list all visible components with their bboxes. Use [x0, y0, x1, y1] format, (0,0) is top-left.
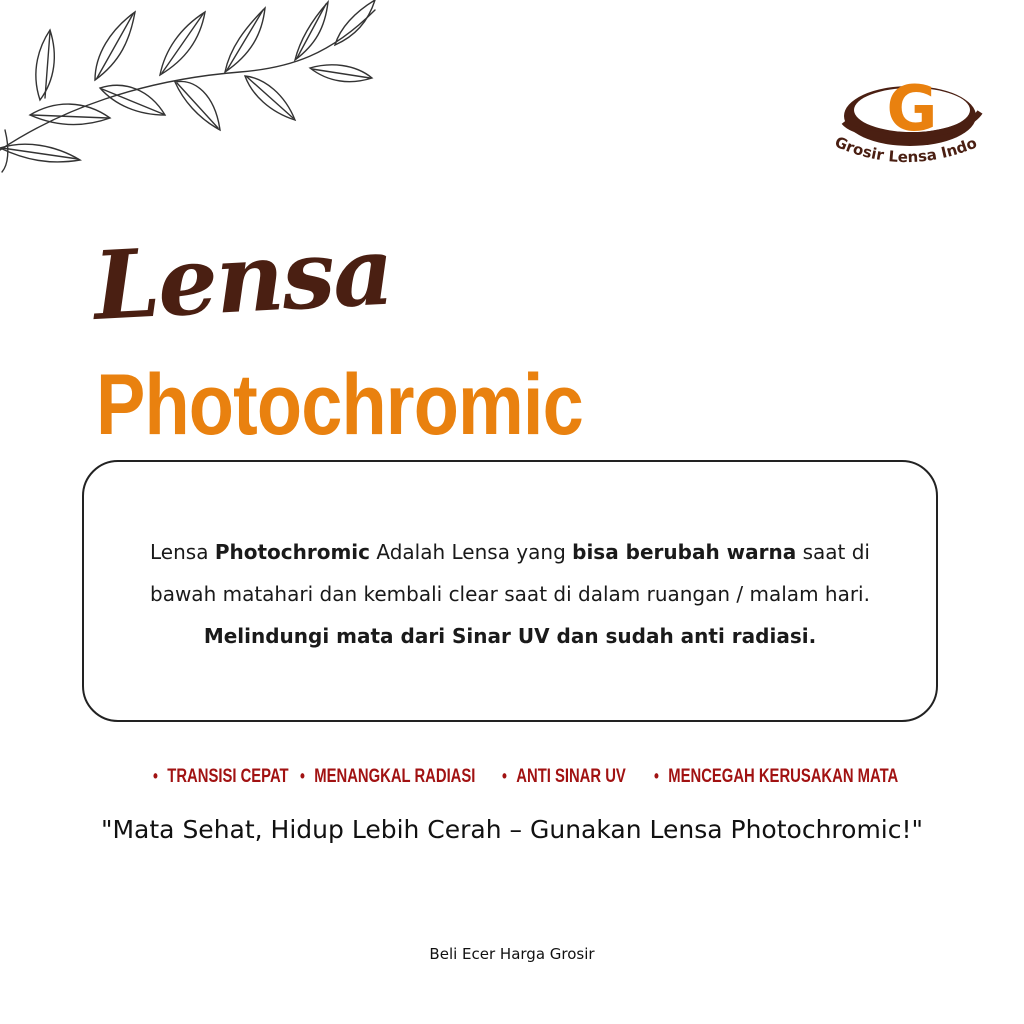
description-line-2: bawah matahari dan kembali clear saat di dalam ruangan / malam hari. — [150, 582, 870, 606]
feature-list — [0, 766, 1024, 796]
feature-item — [654, 766, 898, 788]
feature-label: TRANSISI CEPAT — [167, 766, 289, 787]
logo-letter: G — [886, 72, 938, 145]
desc-text-span: Adalah Lensa yang — [370, 540, 573, 564]
feature-label: MENCEGAH KERUSAKAN MATA — [668, 766, 899, 787]
feature-label: MENANGKAL RADIASI — [314, 766, 476, 787]
description-text — [84, 531, 936, 657]
description-line-3 — [84, 615, 936, 657]
feature-label: ANTI SINAR UV — [516, 766, 626, 787]
description-box — [82, 460, 938, 722]
description-line-1 — [84, 531, 936, 573]
bullet-icon: • — [654, 766, 659, 786]
desc-text-span: saat di — [796, 540, 870, 564]
desc-bold-span: Photochromic — [214, 540, 371, 564]
feature-item — [300, 766, 475, 788]
bullet-icon: • — [502, 766, 507, 786]
page-title: Photochromic — [96, 357, 583, 453]
footer-text: Beli Ecer Harga Grosir — [429, 945, 595, 963]
tagline-quote: "Mata Sehat, Hidup Lebih Cerah – Gunakan Lensa Photochromic!" — [100, 815, 924, 844]
desc-bold-span: Melindungi mata dari Sinar UV dan sudah anti radiasi. — [203, 624, 817, 648]
feature-item — [502, 766, 626, 788]
brand-logo — [820, 72, 1000, 192]
leaf-branch-icon — [0, 0, 390, 175]
desc-text-span: Lensa — [150, 540, 215, 564]
feature-item — [153, 766, 289, 788]
bullet-icon: • — [153, 766, 158, 786]
bullet-icon: • — [300, 766, 305, 786]
logo-text: Grosir Lensa Indo — [832, 132, 980, 167]
title-script: Lensa — [91, 216, 395, 342]
desc-bold-span: bisa berubah warna — [572, 540, 797, 564]
